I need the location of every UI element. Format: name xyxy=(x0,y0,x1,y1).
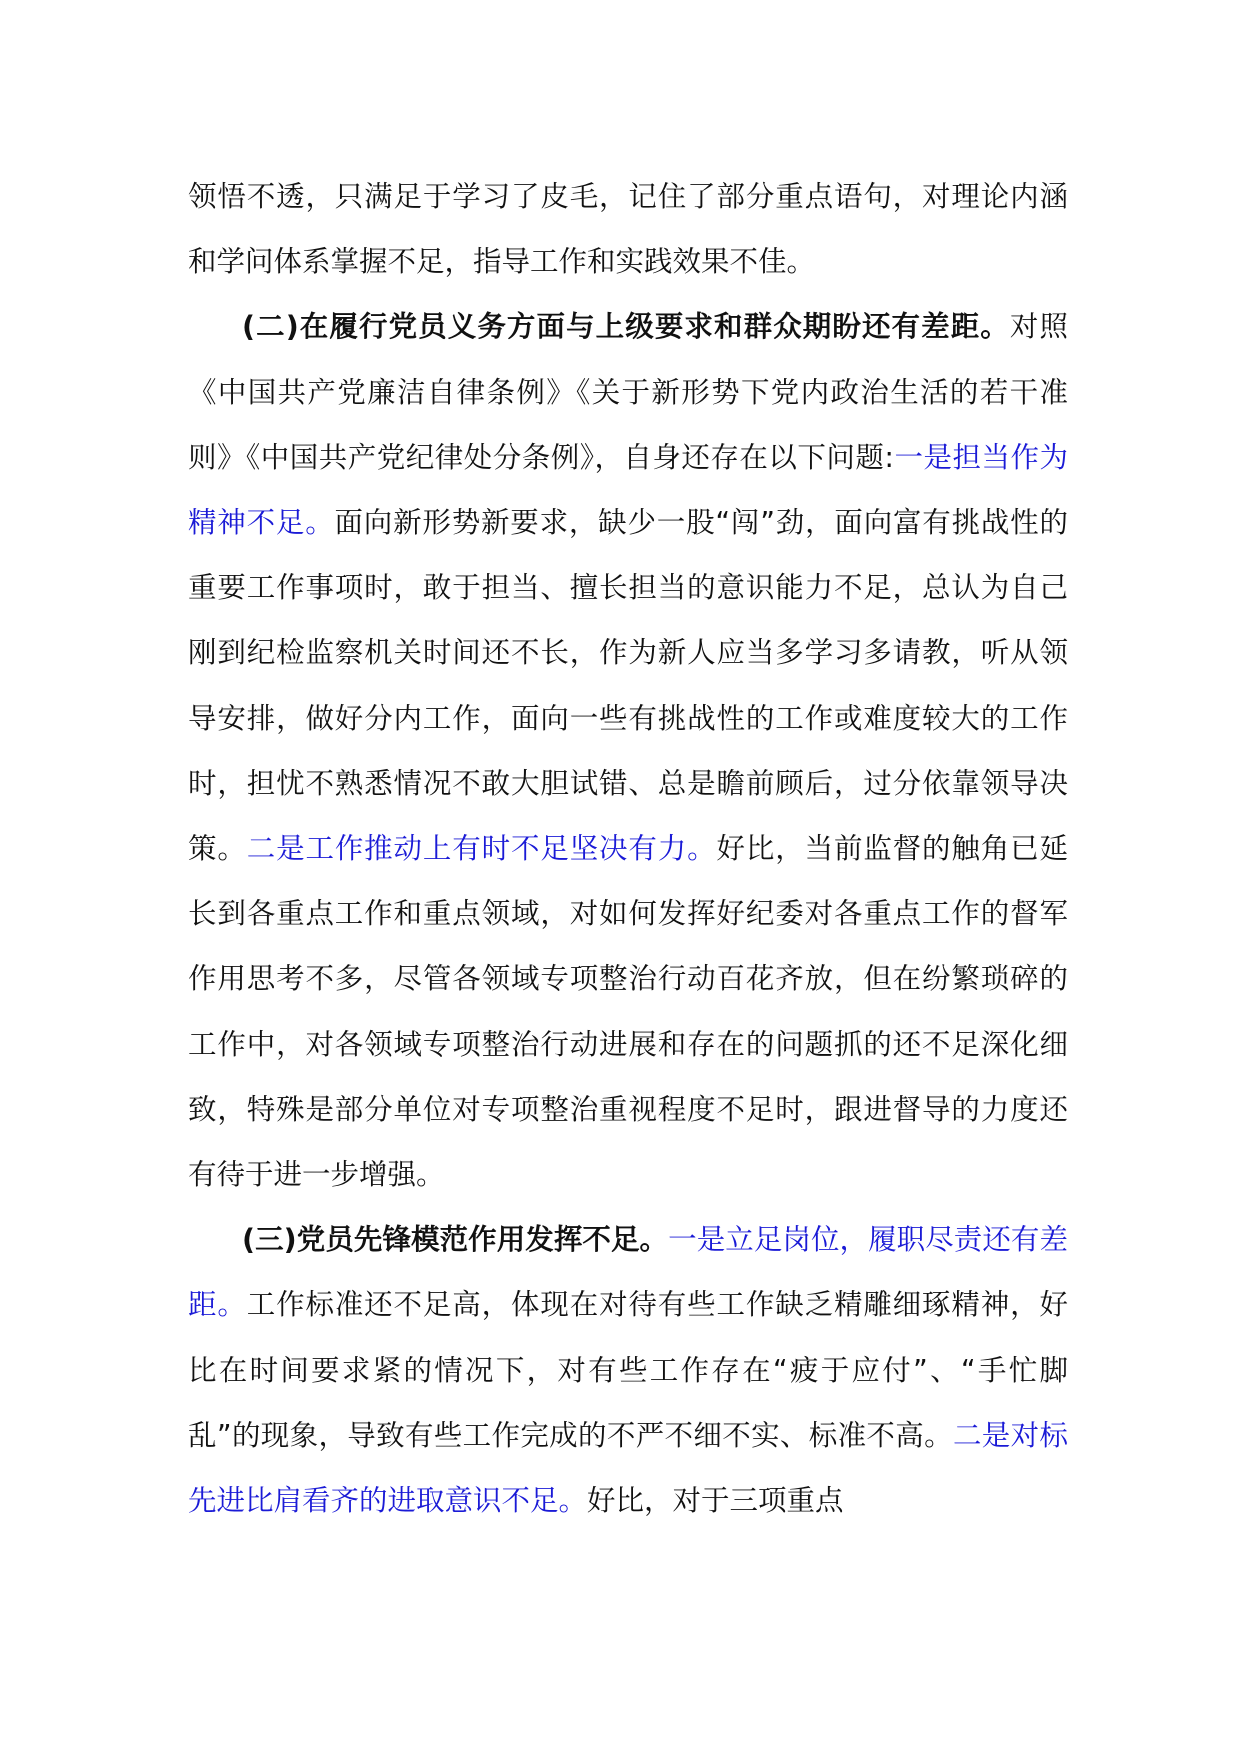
section-heading-3: (三)党员先锋模范作用发挥不足。 xyxy=(242,1223,669,1257)
paragraph-3 xyxy=(188,1207,1068,1533)
paragraph-1-text: 领悟不透，只满足于学习了皮毛，记住了部分重点语句，对理论内涵和学问体系掌握不足，指导工作和实践效果不佳。 xyxy=(188,180,1068,279)
point-heading-3-2: 二是对标先进比肩看齐的进取意识不足。 xyxy=(188,1418,1068,1518)
point-heading-3-1: 一是立足岗位，履职尽责还有差距。 xyxy=(188,1223,1068,1322)
paragraph-2-text-b: 面向新形势新要求，缺少一股“闯”劲，面向富有挑战性的重要工作事项时，敢于担当、擅长担当的意识能力不足，总认为自己刚到纪检监察机关时间还不长，作为新人应当多学习多请教，听从领导安排，做好分内工作，面向一些有挑战性的工作或难度较大的工作时，担忧不熟悉情况不敢大胆试错、总是瞻前顾后，过分依靠领导决策。 xyxy=(188,506,1068,866)
document-page xyxy=(188,164,1068,1533)
paragraph-2-text-a: 对照《中国共产党廉洁自律条例》《关于新形势下党内政治生活的若干准则》《中国共产党纪律处分条例》，自身还存在以下问题: xyxy=(188,310,1068,474)
point-heading-2-2: 二是工作推动上有时不足坚决有力。 xyxy=(246,832,717,866)
paragraph-3-text-a: 工作标准还不足高，体现在对待有些工作缺乏精雕细琢精神，好比在时间要求紧的情况下，对有些工作存在“疲于应付”、“手忙脚乱”的现象，导致有些工作完成的不严不细不实、标准不高。 xyxy=(188,1288,1068,1452)
section-heading-2: (二)在履行党员义务方面与上级要求和群众期盼还有差距。 xyxy=(242,310,1010,344)
paragraph-2-text-c: 好比，当前监督的触角已延长到各重点工作和重点领域，对如何发挥好纪委对各重点工作的督军作用思考不多，尽管各领域专项整治行动百花齐放，但在纷繁琐碎的工作中，对各领域专项整治行动进展和存在的问题抓的还不足深化细致，特殊是部分单位对专项整治重视程度不足时，跟进督导的力度还有待于进一步增强。 xyxy=(188,832,1068,1192)
paragraph-2 xyxy=(188,294,1068,1207)
paragraph-1 xyxy=(188,164,1068,294)
paragraph-3-text-b: 好比，对于三项重点 xyxy=(587,1484,844,1518)
point-heading-2-1: 一是担当作为精神不足。 xyxy=(188,440,1068,540)
